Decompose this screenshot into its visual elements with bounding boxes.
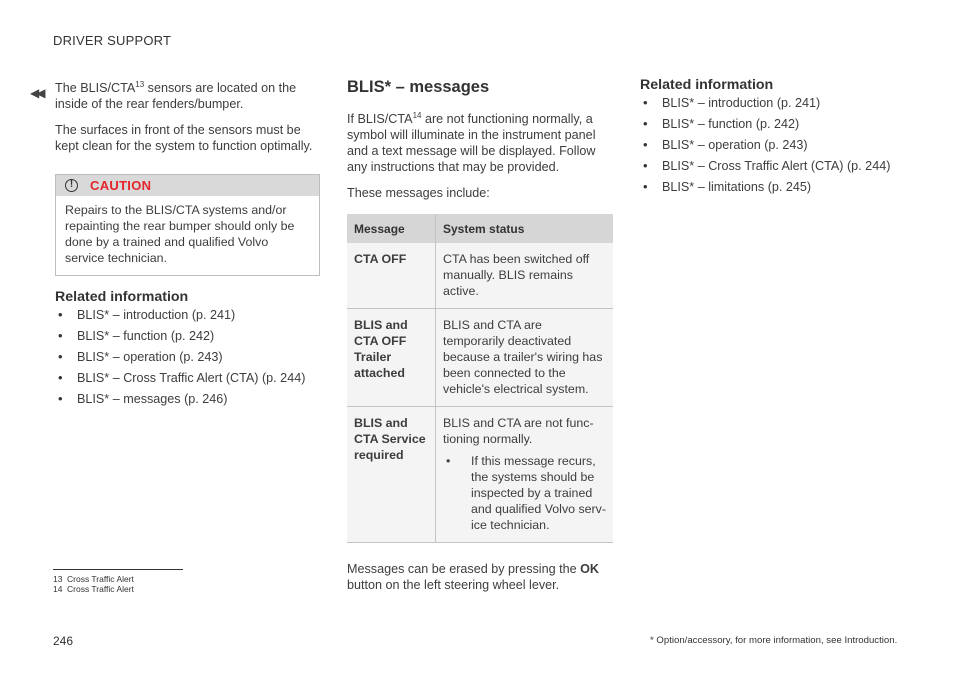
related-link[interactable]: • BLIS* – introduction (p. 241)	[55, 307, 323, 323]
caution-header	[56, 175, 319, 196]
section-title: BLIS* – messages	[347, 78, 490, 96]
related-link[interactable]: • BLIS* – Cross Traffic Alert (CTA) (p. 244)	[640, 158, 910, 174]
erase-message-paragraph: Messages can be erased by pressing the OK button on the left steering wheel lever.	[347, 562, 600, 592]
related-link[interactable]: • BLIS* – limitations (p. 245)	[640, 179, 910, 195]
exclamation-icon: !	[65, 179, 78, 192]
related-link[interactable]: • BLIS* – operation (p. 243)	[640, 137, 910, 153]
caution-box	[55, 174, 320, 276]
caution-title: CAUTION	[90, 178, 152, 193]
caution-text: Repairs to the BLIS/CTA systems and/or repainting the rear bumper should only be done by a trained and qualified Volvo service technician.	[65, 203, 295, 265]
option-note: * Option/accessory, for more information, see Introduction.	[650, 635, 898, 646]
footnote-ref-13[interactable]: 13	[135, 80, 145, 89]
page-number: 246	[53, 634, 74, 648]
footnote-ref-14[interactable]: 14	[412, 111, 422, 120]
column-header-message: Message	[347, 214, 436, 243]
table-row	[347, 309, 613, 407]
table-row	[347, 243, 613, 309]
footnote-14: 14 Cross Traffic Alert	[53, 584, 134, 594]
related-info-title: Related information	[640, 77, 774, 93]
messages-table	[347, 214, 613, 543]
column-header-status: System status	[436, 214, 614, 243]
related-info-list	[640, 95, 910, 195]
footnotes	[53, 574, 134, 594]
footnote-divider	[53, 569, 183, 570]
messages-intro: These messages include:	[347, 186, 490, 200]
status-bullet: • If this message recurs, the systems should be inspected by a trained and qualified Volvo serv- ice technician.	[446, 454, 607, 532]
footnote-13: 13 Cross Traffic Alert	[53, 574, 134, 584]
message-status: CTA has been switched off manually. BLIS remains active.	[436, 243, 614, 309]
table-header-row	[347, 214, 613, 243]
message-status-cell	[436, 407, 614, 543]
table-row	[347, 407, 613, 543]
message-name: BLIS and CTA Service required	[347, 407, 436, 543]
sensor-cleaning-paragraph: The surfaces in front of the sensors must be kept clean for the system to function optimally.	[55, 123, 313, 153]
column-middle	[347, 78, 613, 593]
sensor-location-paragraph: The BLIS/CTA$^{13}$ sensors are located on the inside of the rear fenders/bumper.	[55, 80, 297, 111]
related-link[interactable]: • BLIS* – operation (p. 243)	[55, 349, 323, 365]
related-link[interactable]: • BLIS* – Cross Traffic Alert (CTA) (p. 244)	[55, 370, 323, 386]
continued-marker-icon: ◀◀	[30, 86, 43, 100]
related-link[interactable]: • BLIS* – function (p. 242)	[55, 328, 323, 344]
message-status: BLIS and CTA are not func- tioning normally.	[443, 416, 594, 446]
related-link[interactable]: • BLIS* – messages (p. 246)	[55, 391, 323, 407]
message-name: CTA OFF	[347, 243, 436, 309]
related-info-title: Related information	[55, 289, 189, 305]
related-link[interactable]: • BLIS* – function (p. 242)	[640, 116, 910, 132]
column-right	[640, 77, 910, 200]
malfunction-paragraph: If BLIS/CTA$^{14}$ are not functioning normally, a symbol will illuminate in the instrument panel and a text message will be displayed. Follow any instructions that may be provided.	[347, 111, 596, 174]
ok-button-label: OK	[580, 562, 600, 576]
related-info-list	[55, 307, 323, 407]
message-name: BLIS and CTA OFF Trailer attached	[347, 309, 436, 407]
section-header: DRIVER SUPPORT	[53, 33, 172, 48]
message-status: BLIS and CTA are temporarily deactivated because a trailer's wiring has been connected to the vehicle's electrical system.	[436, 309, 614, 407]
bullet-icon: •	[446, 454, 451, 468]
related-link[interactable]: • BLIS* – introduction (p. 241)	[640, 95, 910, 111]
column-left	[55, 80, 323, 412]
